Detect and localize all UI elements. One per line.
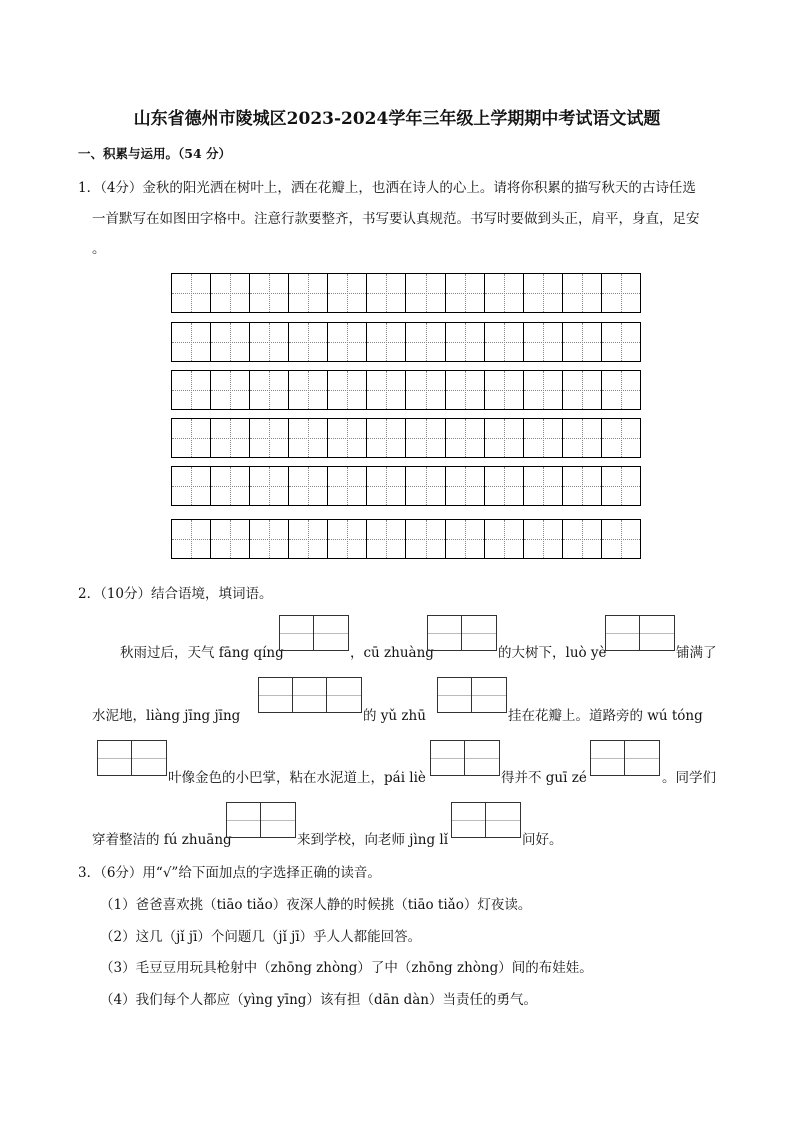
grid-cell[interactable]: [406, 419, 445, 457]
answer-cell[interactable]: [280, 616, 314, 650]
answer-box-fu-zhuang[interactable]: [226, 802, 296, 838]
answer-box-luo-ye[interactable]: [605, 615, 675, 651]
grid-row[interactable]: [171, 519, 641, 559]
grid-cell[interactable]: [172, 371, 211, 409]
grid-cell[interactable]: [406, 520, 445, 558]
grid-cell[interactable]: [367, 323, 406, 361]
grid-cell[interactable]: [524, 274, 563, 312]
q3-item-2: （2）这几（jǐ jī）个问题几（jǐ jī）乎人人都能回答。: [100, 929, 422, 945]
grid-cell[interactable]: [172, 274, 211, 312]
grid-cell[interactable]: [563, 520, 602, 558]
grid-cell[interactable]: [289, 274, 328, 312]
grid-cell[interactable]: [172, 467, 211, 505]
answer-cell[interactable]: [259, 678, 293, 712]
answer-box-gui-ze[interactable]: [590, 740, 660, 776]
grid-cell[interactable]: [563, 371, 602, 409]
q1-line-2: 一首默写在如图田字格中。注意行款要整齐，书写要认真规范。书写时要做到头正，肩平，身直，足安: [92, 211, 700, 227]
grid-cell[interactable]: [289, 371, 328, 409]
answer-cell[interactable]: [640, 616, 674, 650]
grid-cell[interactable]: [328, 419, 367, 457]
grid-cell[interactable]: [602, 419, 640, 457]
answer-cell[interactable]: [327, 678, 361, 712]
grid-cell[interactable]: [446, 520, 485, 558]
q3-heading: 3．（6分）用“√”给下面加点的字选择正确的读音。: [78, 865, 381, 881]
grid-cell[interactable]: [172, 520, 211, 558]
grid-cell[interactable]: [524, 419, 563, 457]
q2-l4-text-c: 问好。: [522, 832, 563, 848]
q2-l1-text-a: 秋雨过后，天气 fāng qíng: [120, 645, 284, 661]
q1-line-3: 。: [92, 241, 106, 257]
grid-cell[interactable]: [406, 274, 445, 312]
answer-cell[interactable]: [591, 741, 625, 775]
grid-cell[interactable]: [172, 419, 211, 457]
grid-cell[interactable]: [446, 467, 485, 505]
grid-cell[interactable]: [406, 371, 445, 409]
answer-cell[interactable]: [428, 616, 462, 650]
grid-cell[interactable]: [367, 467, 406, 505]
q2-l4-text-b: 来到学校，向老师 jìng lǐ: [297, 832, 449, 848]
grid-cell[interactable]: [563, 467, 602, 505]
answer-box-cu-zhuang[interactable]: [427, 615, 497, 651]
q2-l1-text-d: 铺满了: [676, 645, 717, 661]
grid-cell[interactable]: [328, 274, 367, 312]
q2-l2-text-a: 水泥地，liàng jīng jīng: [92, 708, 241, 724]
grid-cell[interactable]: [367, 274, 406, 312]
q2-l4-text-a: 穿着整洁的 fú zhuāng: [92, 832, 232, 848]
grid-cell[interactable]: [250, 419, 289, 457]
answer-box-wu-tong[interactable]: [97, 740, 167, 776]
answer-cell[interactable]: [431, 741, 465, 775]
grid-row[interactable]: [171, 322, 641, 362]
grid-cell[interactable]: [328, 467, 367, 505]
q2-l1-text-b: ，cū zhuàng: [350, 645, 434, 661]
answer-cell[interactable]: [293, 678, 327, 712]
q3-item-1: （1）爸爸喜欢挑（tiāo tiǎo）夜深人静的时候挑（tiāo tiǎo）灯夜读。: [100, 897, 532, 913]
grid-cell[interactable]: [446, 323, 485, 361]
grid-cell[interactable]: [524, 371, 563, 409]
q2-l2-text-c: 挂在花瓣上。道路旁的 wú tóng: [508, 708, 703, 724]
grid-cell[interactable]: [250, 323, 289, 361]
answer-box-yu-zhu[interactable]: [437, 677, 507, 713]
grid-row[interactable]: [171, 466, 641, 506]
grid-cell[interactable]: [172, 323, 211, 361]
answer-box-jing-li[interactable]: [451, 802, 521, 838]
answer-cell[interactable]: [606, 616, 640, 650]
grid-cell[interactable]: [211, 520, 250, 558]
grid-cell[interactable]: [289, 323, 328, 361]
grid-cell[interactable]: [289, 520, 328, 558]
grid-cell[interactable]: [211, 419, 250, 457]
answer-cell[interactable]: [132, 741, 166, 775]
q2-l3-text-b: 得并不 guī zé: [501, 770, 587, 786]
grid-cell[interactable]: [602, 323, 640, 361]
grid-cell[interactable]: [524, 467, 563, 505]
grid-cell[interactable]: [524, 323, 563, 361]
answer-cell[interactable]: [625, 741, 659, 775]
q2-heading: 2．（10分）结合语境，填词语。: [78, 586, 273, 602]
grid-cell[interactable]: [602, 467, 640, 505]
q2-l3-text-c: 。同学们: [662, 770, 716, 786]
grid-cell[interactable]: [250, 274, 289, 312]
q1-line-1: 1．（4分）金秋的阳光洒在树叶上，洒在花瓣上，也洒在诗人的心上。请将你积累的描写秋天的古诗任选: [78, 180, 696, 196]
grid-cell[interactable]: [250, 520, 289, 558]
grid-cell[interactable]: [328, 323, 367, 361]
grid-cell[interactable]: [367, 520, 406, 558]
answer-cell[interactable]: [452, 803, 486, 837]
grid-cell[interactable]: [406, 323, 445, 361]
grid-cell[interactable]: [485, 419, 524, 457]
grid-row[interactable]: [171, 370, 641, 410]
grid-cell[interactable]: [328, 371, 367, 409]
answer-cell[interactable]: [227, 803, 261, 837]
grid-cell[interactable]: [602, 520, 640, 558]
answer-box-fang-qing[interactable]: [279, 615, 349, 651]
grid-cell[interactable]: [485, 323, 524, 361]
grid-cell[interactable]: [211, 371, 250, 409]
grid-cell[interactable]: [485, 274, 524, 312]
grid-cell[interactable]: [250, 467, 289, 505]
answer-cell[interactable]: [438, 678, 472, 712]
answer-box-liang-jing-jing[interactable]: [258, 677, 362, 713]
answer-cell[interactable]: [486, 803, 520, 837]
grid-cell[interactable]: [211, 467, 250, 505]
answer-cell[interactable]: [261, 803, 295, 837]
page-title: 山东省德州市陵城区2023-2024学年三年级上学期期中考试语文试题: [133, 109, 661, 129]
section-heading: 一、积累与运用。（54 分）: [78, 146, 231, 161]
q3-item-4: （4）我们每个人都应（yìng yīng）该有担（dān dàn）当责任的勇气。: [100, 992, 538, 1008]
grid-cell[interactable]: [289, 419, 328, 457]
q3-item-3: （3）毛豆豆用玩具枪射中（zhōng zhòng）了中（zhōng zhòng）间的布娃娃。: [100, 960, 593, 976]
grid-cell[interactable]: [211, 274, 250, 312]
grid-cell[interactable]: [563, 419, 602, 457]
answer-cell[interactable]: [314, 616, 348, 650]
grid-cell[interactable]: [367, 419, 406, 457]
grid-cell[interactable]: [446, 274, 485, 312]
grid-cell[interactable]: [446, 371, 485, 409]
answer-box-pai-lie[interactable]: [430, 740, 500, 776]
grid-cell[interactable]: [485, 520, 524, 558]
answer-cell[interactable]: [465, 741, 499, 775]
grid-cell[interactable]: [289, 467, 328, 505]
grid-cell[interactable]: [328, 520, 367, 558]
q2-l1-text-c: 的大树下，luò yè: [498, 645, 607, 661]
answer-cell[interactable]: [98, 741, 132, 775]
grid-cell[interactable]: [602, 371, 640, 409]
grid-cell[interactable]: [367, 371, 406, 409]
grid-cell[interactable]: [446, 419, 485, 457]
answer-cell[interactable]: [462, 616, 496, 650]
q2-l3-text-a: 叶像金色的小巴掌，粘在水泥道上，pái liè: [168, 770, 426, 786]
grid-cell[interactable]: [485, 467, 524, 505]
grid-cell[interactable]: [485, 371, 524, 409]
answer-cell[interactable]: [472, 678, 506, 712]
grid-cell[interactable]: [524, 520, 563, 558]
q2-l2-text-b: 的 yǔ zhū: [363, 708, 426, 724]
grid-row[interactable]: [171, 418, 641, 458]
grid-cell[interactable]: [406, 467, 445, 505]
grid-cell[interactable]: [563, 274, 602, 312]
grid-row[interactable]: [171, 273, 641, 313]
grid-cell[interactable]: [563, 323, 602, 361]
grid-cell[interactable]: [250, 371, 289, 409]
grid-cell[interactable]: [602, 274, 640, 312]
grid-cell[interactable]: [211, 323, 250, 361]
